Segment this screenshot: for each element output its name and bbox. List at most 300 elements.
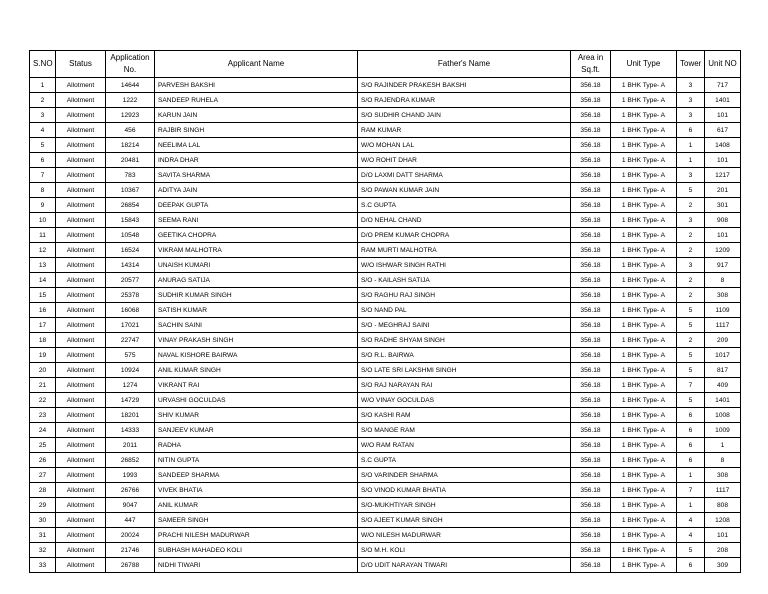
application-no-cell: 14314 bbox=[106, 258, 155, 273]
area-cell: 356.18 bbox=[571, 318, 611, 333]
allotment-table bbox=[29, 50, 741, 573]
area-cell: 356.18 bbox=[571, 78, 611, 93]
unit-type-cell: 1 BHK Type- A bbox=[611, 543, 677, 558]
unit-no-cell: 309 bbox=[705, 558, 741, 573]
column-header-tower: Tower bbox=[677, 51, 705, 78]
fathers-name-cell: S/O M.H. KOLI bbox=[358, 543, 571, 558]
table-row bbox=[30, 213, 741, 228]
fathers-name-cell: S/O R.L. BAIRWA bbox=[358, 348, 571, 363]
unit-no-cell: 917 bbox=[705, 258, 741, 273]
sno-cell: 6 bbox=[30, 153, 56, 168]
status-cell: Allotment bbox=[56, 123, 106, 138]
application-no-cell: 1274 bbox=[106, 378, 155, 393]
area-cell: 356.18 bbox=[571, 543, 611, 558]
status-cell: Allotment bbox=[56, 273, 106, 288]
table-row bbox=[30, 453, 741, 468]
fathers-name-cell: D/O NEHAL CHAND bbox=[358, 213, 571, 228]
tower-cell: 3 bbox=[677, 93, 705, 108]
area-cell: 356.18 bbox=[571, 228, 611, 243]
fathers-name-cell: S/O VINOD KUMAR BHATIA bbox=[358, 483, 571, 498]
unit-type-cell: 1 BHK Type- A bbox=[611, 468, 677, 483]
table-row bbox=[30, 228, 741, 243]
status-cell: Allotment bbox=[56, 348, 106, 363]
status-cell: Allotment bbox=[56, 468, 106, 483]
application-no-cell: 10924 bbox=[106, 363, 155, 378]
area-cell: 356.18 bbox=[571, 378, 611, 393]
area-cell: 356.18 bbox=[571, 243, 611, 258]
column-header-status: Status bbox=[56, 51, 106, 78]
status-cell: Allotment bbox=[56, 438, 106, 453]
sno-cell: 29 bbox=[30, 498, 56, 513]
unit-type-cell: 1 BHK Type- A bbox=[611, 153, 677, 168]
unit-type-cell: 1 BHK Type- A bbox=[611, 348, 677, 363]
fathers-name-cell: S/O SUDHIR CHAND JAIN bbox=[358, 108, 571, 123]
applicant-name-cell: ANIL KUMAR bbox=[155, 498, 358, 513]
tower-cell: 5 bbox=[677, 318, 705, 333]
unit-no-cell: 1217 bbox=[705, 168, 741, 183]
unit-type-cell: 1 BHK Type- A bbox=[611, 558, 677, 573]
sno-cell: 19 bbox=[30, 348, 56, 363]
tower-cell: 1 bbox=[677, 468, 705, 483]
sno-cell: 4 bbox=[30, 123, 56, 138]
applicant-name-cell: ANURAG SATIJA bbox=[155, 273, 358, 288]
tower-cell: 6 bbox=[677, 558, 705, 573]
tower-cell: 6 bbox=[677, 423, 705, 438]
application-no-cell: 14729 bbox=[106, 393, 155, 408]
table-row bbox=[30, 138, 741, 153]
table-row bbox=[30, 333, 741, 348]
status-cell: Allotment bbox=[56, 378, 106, 393]
table-row bbox=[30, 393, 741, 408]
fathers-name-cell: S/O VARINDER SHARMA bbox=[358, 468, 571, 483]
application-no-cell: 16068 bbox=[106, 303, 155, 318]
application-no-cell: 14333 bbox=[106, 423, 155, 438]
table-row bbox=[30, 243, 741, 258]
table-row bbox=[30, 558, 741, 573]
table-row bbox=[30, 423, 741, 438]
status-cell: Allotment bbox=[56, 528, 106, 543]
area-cell: 356.18 bbox=[571, 288, 611, 303]
table-row bbox=[30, 543, 741, 558]
applicant-name-cell: SANJEEV KUMAR bbox=[155, 423, 358, 438]
application-no-cell: 22747 bbox=[106, 333, 155, 348]
fathers-name-cell: S/O MANGE RAM bbox=[358, 423, 571, 438]
table-row bbox=[30, 378, 741, 393]
fathers-name-cell: RAM MURTI MALHOTRA bbox=[358, 243, 571, 258]
area-cell: 356.18 bbox=[571, 108, 611, 123]
column-header-unit-no: Unit NO bbox=[705, 51, 741, 78]
table-row bbox=[30, 183, 741, 198]
unit-no-cell: 409 bbox=[705, 378, 741, 393]
status-cell: Allotment bbox=[56, 138, 106, 153]
sno-cell: 11 bbox=[30, 228, 56, 243]
unit-no-cell: 101 bbox=[705, 228, 741, 243]
tower-cell: 2 bbox=[677, 288, 705, 303]
unit-type-cell: 1 BHK Type- A bbox=[611, 483, 677, 498]
fathers-name-cell: S/O PAWAN KUMAR JAIN bbox=[358, 183, 571, 198]
table-row bbox=[30, 153, 741, 168]
table-row bbox=[30, 498, 741, 513]
sno-cell: 15 bbox=[30, 288, 56, 303]
area-cell: 356.18 bbox=[571, 303, 611, 318]
sno-cell: 2 bbox=[30, 93, 56, 108]
unit-type-cell: 1 BHK Type- A bbox=[611, 138, 677, 153]
sno-cell: 31 bbox=[30, 528, 56, 543]
tower-cell: 6 bbox=[677, 123, 705, 138]
table-row bbox=[30, 258, 741, 273]
fathers-name-cell: S/O RADHE SHYAM SINGH bbox=[358, 333, 571, 348]
sno-cell: 20 bbox=[30, 363, 56, 378]
unit-no-cell: 1109 bbox=[705, 303, 741, 318]
fathers-name-cell: RAM KUMAR bbox=[358, 123, 571, 138]
tower-cell: 7 bbox=[677, 483, 705, 498]
status-cell: Allotment bbox=[56, 153, 106, 168]
application-no-cell: 9047 bbox=[106, 498, 155, 513]
tower-cell: 3 bbox=[677, 78, 705, 93]
unit-type-cell: 1 BHK Type- A bbox=[611, 378, 677, 393]
unit-no-cell: 8 bbox=[705, 453, 741, 468]
sno-cell: 23 bbox=[30, 408, 56, 423]
status-cell: Allotment bbox=[56, 393, 106, 408]
unit-no-cell: 1017 bbox=[705, 348, 741, 363]
applicant-name-cell: SEEMA RANI bbox=[155, 213, 358, 228]
tower-cell: 2 bbox=[677, 243, 705, 258]
status-cell: Allotment bbox=[56, 93, 106, 108]
applicant-name-cell: VIKRANT RAI bbox=[155, 378, 358, 393]
application-no-cell: 18214 bbox=[106, 138, 155, 153]
tower-cell: 2 bbox=[677, 198, 705, 213]
applicant-name-cell: NIDHI TIWARI bbox=[155, 558, 358, 573]
tower-cell: 2 bbox=[677, 273, 705, 288]
status-cell: Allotment bbox=[56, 423, 106, 438]
area-cell: 356.18 bbox=[571, 363, 611, 378]
table-row bbox=[30, 288, 741, 303]
tower-cell: 7 bbox=[677, 378, 705, 393]
tower-cell: 6 bbox=[677, 438, 705, 453]
application-no-cell: 26854 bbox=[106, 198, 155, 213]
table-row bbox=[30, 468, 741, 483]
application-no-cell: 26788 bbox=[106, 558, 155, 573]
status-cell: Allotment bbox=[56, 78, 106, 93]
applicant-name-cell: SUDHIR KUMAR SINGH bbox=[155, 288, 358, 303]
applicant-name-cell: SUBHASH MAHADEO KOLI bbox=[155, 543, 358, 558]
applicant-name-cell: SATISH KUMAR bbox=[155, 303, 358, 318]
sno-cell: 26 bbox=[30, 453, 56, 468]
table-row bbox=[30, 408, 741, 423]
unit-no-cell: 1209 bbox=[705, 243, 741, 258]
application-no-cell: 21746 bbox=[106, 543, 155, 558]
area-cell: 356.18 bbox=[571, 213, 611, 228]
application-no-cell: 10367 bbox=[106, 183, 155, 198]
status-cell: Allotment bbox=[56, 363, 106, 378]
sno-cell: 24 bbox=[30, 423, 56, 438]
area-cell: 356.18 bbox=[571, 93, 611, 108]
table-row bbox=[30, 513, 741, 528]
application-no-cell: 447 bbox=[106, 513, 155, 528]
fathers-name-cell: S/O RAJENDRA KUMAR bbox=[358, 93, 571, 108]
fathers-name-cell: S/O RAGHU RAJ SINGH bbox=[358, 288, 571, 303]
unit-no-cell: 308 bbox=[705, 288, 741, 303]
unit-type-cell: 1 BHK Type- A bbox=[611, 258, 677, 273]
applicant-name-cell: SANDEEP SHARMA bbox=[155, 468, 358, 483]
unit-type-cell: 1 BHK Type- A bbox=[611, 453, 677, 468]
tower-cell: 1 bbox=[677, 138, 705, 153]
area-cell: 356.18 bbox=[571, 258, 611, 273]
applicant-name-cell: NEELIMA LAL bbox=[155, 138, 358, 153]
area-cell: 356.18 bbox=[571, 348, 611, 363]
unit-type-cell: 1 BHK Type- A bbox=[611, 303, 677, 318]
unit-type-cell: 1 BHK Type- A bbox=[611, 168, 677, 183]
area-cell: 356.18 bbox=[571, 408, 611, 423]
unit-no-cell: 301 bbox=[705, 198, 741, 213]
status-cell: Allotment bbox=[56, 288, 106, 303]
fathers-name-cell: D/O PREM KUMAR CHOPRA bbox=[358, 228, 571, 243]
unit-no-cell: 101 bbox=[705, 153, 741, 168]
status-cell: Allotment bbox=[56, 303, 106, 318]
unit-type-cell: 1 BHK Type- A bbox=[611, 213, 677, 228]
unit-no-cell: 808 bbox=[705, 498, 741, 513]
unit-type-cell: 1 BHK Type- A bbox=[611, 198, 677, 213]
table-row bbox=[30, 93, 741, 108]
fathers-name-cell: D/O UDIT NARAYAN TIWARI bbox=[358, 558, 571, 573]
application-no-cell: 1993 bbox=[106, 468, 155, 483]
application-no-cell: 10548 bbox=[106, 228, 155, 243]
sno-cell: 14 bbox=[30, 273, 56, 288]
unit-type-cell: 1 BHK Type- A bbox=[611, 78, 677, 93]
unit-no-cell: 308 bbox=[705, 468, 741, 483]
unit-no-cell: 101 bbox=[705, 108, 741, 123]
unit-no-cell: 1117 bbox=[705, 318, 741, 333]
applicant-name-cell: GEETIKA CHOPRA bbox=[155, 228, 358, 243]
applicant-name-cell: RADHA bbox=[155, 438, 358, 453]
application-no-cell: 783 bbox=[106, 168, 155, 183]
status-cell: Allotment bbox=[56, 558, 106, 573]
unit-no-cell: 8 bbox=[705, 273, 741, 288]
applicant-name-cell: NAVAL KISHORE BAIRWA bbox=[155, 348, 358, 363]
applicant-name-cell: VIVEK BHATIA bbox=[155, 483, 358, 498]
applicant-name-cell: VINAY PRAKASH SINGH bbox=[155, 333, 358, 348]
tower-cell: 6 bbox=[677, 453, 705, 468]
unit-type-cell: 1 BHK Type- A bbox=[611, 93, 677, 108]
column-header-applicant-name: Applicant Name bbox=[155, 51, 358, 78]
unit-no-cell: 1117 bbox=[705, 483, 741, 498]
unit-type-cell: 1 BHK Type- A bbox=[611, 228, 677, 243]
unit-type-cell: 1 BHK Type- A bbox=[611, 423, 677, 438]
application-no-cell: 17021 bbox=[106, 318, 155, 333]
tower-cell: 5 bbox=[677, 348, 705, 363]
table-row bbox=[30, 273, 741, 288]
area-cell: 356.18 bbox=[571, 273, 611, 288]
status-cell: Allotment bbox=[56, 333, 106, 348]
fathers-name-cell: W/O ROHIT DHAR bbox=[358, 153, 571, 168]
area-cell: 356.18 bbox=[571, 468, 611, 483]
sno-cell: 27 bbox=[30, 468, 56, 483]
unit-no-cell: 1401 bbox=[705, 93, 741, 108]
application-no-cell: 16524 bbox=[106, 243, 155, 258]
fathers-name-cell: S/O RAJINDER PRAKESH BAKSHI bbox=[358, 78, 571, 93]
sno-cell: 32 bbox=[30, 543, 56, 558]
area-cell: 356.18 bbox=[571, 183, 611, 198]
application-no-cell: 20024 bbox=[106, 528, 155, 543]
application-no-cell: 575 bbox=[106, 348, 155, 363]
status-cell: Allotment bbox=[56, 213, 106, 228]
applicant-name-cell: ANIL KUMAR SINGH bbox=[155, 363, 358, 378]
unit-type-cell: 1 BHK Type- A bbox=[611, 333, 677, 348]
area-cell: 356.18 bbox=[571, 138, 611, 153]
table-row bbox=[30, 348, 741, 363]
status-cell: Allotment bbox=[56, 408, 106, 423]
applicant-name-cell: KARUN JAIN bbox=[155, 108, 358, 123]
tower-cell: 4 bbox=[677, 528, 705, 543]
column-header-fathers-name: Father's Name bbox=[358, 51, 571, 78]
applicant-name-cell: PRACHI NILESH MADURWAR bbox=[155, 528, 358, 543]
table-row bbox=[30, 303, 741, 318]
sno-cell: 12 bbox=[30, 243, 56, 258]
unit-type-cell: 1 BHK Type- A bbox=[611, 318, 677, 333]
status-cell: Allotment bbox=[56, 258, 106, 273]
sno-cell: 30 bbox=[30, 513, 56, 528]
area-cell: 356.18 bbox=[571, 498, 611, 513]
table-row bbox=[30, 363, 741, 378]
application-no-cell: 26852 bbox=[106, 453, 155, 468]
sno-cell: 8 bbox=[30, 183, 56, 198]
unit-no-cell: 209 bbox=[705, 333, 741, 348]
column-header-area: Area in Sq.ft. bbox=[571, 51, 611, 78]
fathers-name-cell: S/O - KAILASH SATIJA bbox=[358, 273, 571, 288]
applicant-name-cell: ADITYA JAIN bbox=[155, 183, 358, 198]
unit-no-cell: 1009 bbox=[705, 423, 741, 438]
tower-cell: 6 bbox=[677, 408, 705, 423]
applicant-name-cell: SANDEEP RUHELA bbox=[155, 93, 358, 108]
unit-type-cell: 1 BHK Type- A bbox=[611, 393, 677, 408]
unit-no-cell: 817 bbox=[705, 363, 741, 378]
unit-no-cell: 1208 bbox=[705, 513, 741, 528]
area-cell: 356.18 bbox=[571, 558, 611, 573]
tower-cell: 5 bbox=[677, 543, 705, 558]
area-cell: 356.18 bbox=[571, 153, 611, 168]
column-header-sno: S.NO bbox=[30, 51, 56, 78]
sno-cell: 9 bbox=[30, 198, 56, 213]
fathers-name-cell: W/O ISHWAR SINGH RATHI bbox=[358, 258, 571, 273]
unit-type-cell: 1 BHK Type- A bbox=[611, 288, 677, 303]
fathers-name-cell: S/O KASHI RAM bbox=[358, 408, 571, 423]
unit-no-cell: 1408 bbox=[705, 138, 741, 153]
applicant-name-cell: DEEPAK GUPTA bbox=[155, 198, 358, 213]
fathers-name-cell: W/O MOHAN LAL bbox=[358, 138, 571, 153]
fathers-name-cell: S/O NAND PAL bbox=[358, 303, 571, 318]
unit-type-cell: 1 BHK Type- A bbox=[611, 408, 677, 423]
tower-cell: 3 bbox=[677, 108, 705, 123]
applicant-name-cell: SAVITA SHARMA bbox=[155, 168, 358, 183]
column-header-application-no: Application No. bbox=[106, 51, 155, 78]
unit-no-cell: 1 bbox=[705, 438, 741, 453]
table-row bbox=[30, 198, 741, 213]
area-cell: 356.18 bbox=[571, 483, 611, 498]
status-cell: Allotment bbox=[56, 183, 106, 198]
unit-type-cell: 1 BHK Type- A bbox=[611, 498, 677, 513]
fathers-name-cell: S/O LATE SRI LAKSHMI SINGH bbox=[358, 363, 571, 378]
sno-cell: 22 bbox=[30, 393, 56, 408]
status-cell: Allotment bbox=[56, 318, 106, 333]
unit-type-cell: 1 BHK Type- A bbox=[611, 243, 677, 258]
area-cell: 356.18 bbox=[571, 453, 611, 468]
table-row bbox=[30, 528, 741, 543]
sno-cell: 25 bbox=[30, 438, 56, 453]
fathers-name-cell: S.C GUPTA bbox=[358, 453, 571, 468]
sno-cell: 13 bbox=[30, 258, 56, 273]
area-cell: 356.18 bbox=[571, 438, 611, 453]
sno-cell: 18 bbox=[30, 333, 56, 348]
area-cell: 356.18 bbox=[571, 123, 611, 138]
unit-type-cell: 1 BHK Type- A bbox=[611, 438, 677, 453]
tower-cell: 5 bbox=[677, 183, 705, 198]
area-cell: 356.18 bbox=[571, 528, 611, 543]
table-row bbox=[30, 78, 741, 93]
table-row bbox=[30, 318, 741, 333]
status-cell: Allotment bbox=[56, 543, 106, 558]
tower-cell: 2 bbox=[677, 228, 705, 243]
table-row bbox=[30, 168, 741, 183]
sno-cell: 33 bbox=[30, 558, 56, 573]
applicant-name-cell: URVASHI GOCULDAS bbox=[155, 393, 358, 408]
sno-cell: 16 bbox=[30, 303, 56, 318]
application-no-cell: 25378 bbox=[106, 288, 155, 303]
applicant-name-cell: SACHIN SAINI bbox=[155, 318, 358, 333]
tower-cell: 3 bbox=[677, 213, 705, 228]
unit-no-cell: 717 bbox=[705, 78, 741, 93]
status-cell: Allotment bbox=[56, 243, 106, 258]
unit-type-cell: 1 BHK Type- A bbox=[611, 273, 677, 288]
status-cell: Allotment bbox=[56, 228, 106, 243]
applicant-name-cell: PARVESH BAKSHI bbox=[155, 78, 358, 93]
sno-cell: 7 bbox=[30, 168, 56, 183]
fathers-name-cell: S/O - MEGHRAJ SAINI bbox=[358, 318, 571, 333]
applicant-name-cell: INDRA DHAR bbox=[155, 153, 358, 168]
unit-no-cell: 617 bbox=[705, 123, 741, 138]
applicant-name-cell: SAMEER SINGH bbox=[155, 513, 358, 528]
sno-cell: 1 bbox=[30, 78, 56, 93]
status-cell: Allotment bbox=[56, 453, 106, 468]
applicant-name-cell: NITIN GUPTA bbox=[155, 453, 358, 468]
sno-cell: 5 bbox=[30, 138, 56, 153]
tower-cell: 5 bbox=[677, 303, 705, 318]
column-header-unit-type: Unit Type bbox=[611, 51, 677, 78]
status-cell: Allotment bbox=[56, 483, 106, 498]
area-cell: 356.18 bbox=[571, 333, 611, 348]
status-cell: Allotment bbox=[56, 513, 106, 528]
sno-cell: 3 bbox=[30, 108, 56, 123]
status-cell: Allotment bbox=[56, 168, 106, 183]
unit-type-cell: 1 BHK Type- A bbox=[611, 123, 677, 138]
applicant-name-cell: VIKRAM MALHOTRA bbox=[155, 243, 358, 258]
unit-type-cell: 1 BHK Type- A bbox=[611, 108, 677, 123]
area-cell: 356.18 bbox=[571, 198, 611, 213]
application-no-cell: 12923 bbox=[106, 108, 155, 123]
unit-no-cell: 908 bbox=[705, 213, 741, 228]
fathers-name-cell: S/O-MUKHTIYAR SINGH bbox=[358, 498, 571, 513]
unit-no-cell: 1008 bbox=[705, 408, 741, 423]
application-no-cell: 26766 bbox=[106, 483, 155, 498]
unit-type-cell: 1 BHK Type- A bbox=[611, 513, 677, 528]
tower-cell: 3 bbox=[677, 258, 705, 273]
table-row bbox=[30, 123, 741, 138]
application-no-cell: 2011 bbox=[106, 438, 155, 453]
unit-no-cell: 208 bbox=[705, 543, 741, 558]
applicant-name-cell: UNAISH KUMARI bbox=[155, 258, 358, 273]
status-cell: Allotment bbox=[56, 108, 106, 123]
fathers-name-cell: S/O RAJ NARAYAN RAI bbox=[358, 378, 571, 393]
fathers-name-cell: S.C GUPTA bbox=[358, 198, 571, 213]
